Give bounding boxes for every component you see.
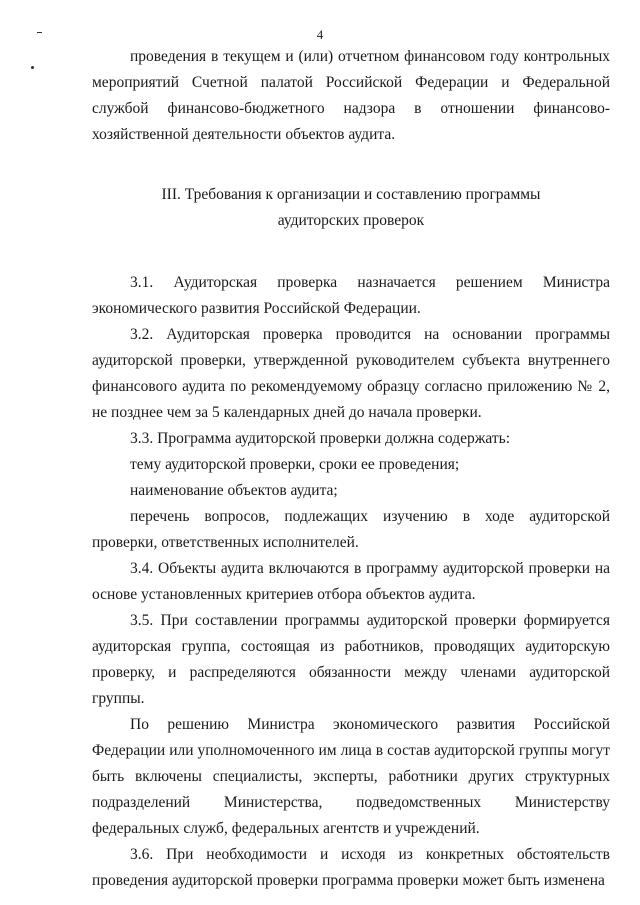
intro-paragraph: проведения в текущем и (или) отчетном финансовом году контрольных мероприятий Счетной палатой Российской Федерации и Федеральной службой финансово-бюджетного надзора в отношении финансово-хозяйственной деятельности объектов аудита.	[92, 48, 610, 143]
section-heading-line-2: аудиторских проверок	[277, 212, 425, 229]
paragraph-3-2: 3.2. Аудиторская проверка проводится на основании программы аудиторской проверки, утвержденной руководителем субъекта внутреннего финансового аудита по рекомендуемому образцу согласно приложению № 2, не позднее чем за 5 календарных дней до начала проверки.	[92, 326, 610, 421]
paragraph-3-5: 3.5. При составлении программы аудиторской проверки формируется аудиторская группа, состоящая из работников, проводящих аудиторскую проверку, и распределяются обязанности между членами аудиторской группы.	[92, 612, 610, 707]
scan-mark-dot	[31, 66, 34, 69]
document-body	[92, 44, 610, 894]
paragraph-3-1: 3.1. Аудиторская проверка назначается решением Министра экономического развития Российской Федерации.	[92, 274, 610, 317]
paragraph-3-3: 3.3. Программа аудиторской проверки должна содержать:	[130, 430, 511, 447]
list-item: тему аудиторской проверки, сроки ее проведения;	[130, 456, 460, 473]
section-heading	[92, 182, 610, 234]
section-heading-line-1: III. Требования к организации и составлению программы	[161, 186, 541, 203]
page-number: 4	[316, 27, 324, 42]
paragraph-3-4: 3.4. Объекты аудита включаются в программу аудиторской проверки на основе установленных критериев отбора объектов аудита.	[92, 560, 610, 603]
paragraph-3-6: 3.6. При необходимости и исходя из конкретных обстоятельств проведения аудиторской проверки программа проверки может быть изменена	[92, 846, 610, 889]
paragraph-minister-decision: По решению Министра экономического развития Российской Федерации или уполномоченного им лица в состав аудиторской группы могут быть включены специалисты, эксперты, работники других структурных подразделений Министерства, подведомственных Министерству федеральных служб, федеральных агентств и учреждений.	[92, 716, 610, 837]
list-item: перечень вопросов, подлежащих изучению в ходе аудиторской проверки, ответственных исполнителей.	[92, 508, 610, 551]
list-item: наименование объектов аудита;	[130, 482, 338, 499]
